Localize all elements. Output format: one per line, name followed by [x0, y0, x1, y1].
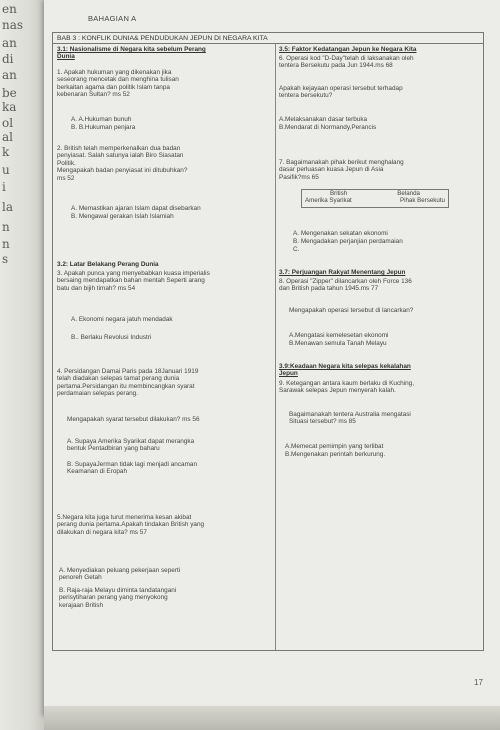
question-5-text: 5.Negara kita juga turut menerima kesan akibat perang dunia pertama.Apakah tindakan British yang dilakukan di negara kita? ms 57 [57, 514, 205, 536]
question-6-text: 6. Operasi kod "D-Day"telah di laksanakan oleh tentera Bersekutu pada Jun 1944.ms 68 [279, 55, 414, 70]
page-number: 17 [474, 678, 483, 687]
question-1-text: 1. Apakah hukuman yang dikenakan jika seseorang mencetak dan menghina tulisan berkaitan agama dan politik Islam tanpa kebenaran Sultan? ms 52 [57, 69, 179, 99]
prev-page-fragment: ol [2, 116, 14, 130]
question-7-option-b: B. Mengadakan perjanjian perdamaian [293, 238, 403, 245]
prev-page-fragment: k [2, 145, 10, 159]
page-bottom-edge [44, 706, 500, 730]
question-frame [52, 32, 484, 651]
question-4-question: Mengapakah syarat tersebut dilakukan? ms 56 [67, 416, 200, 423]
question-9-text: 9. Ketegangan antara kaum berlaku di Kuching, Sarawak selepas Jepun menyerah kalah. [279, 380, 415, 395]
prev-page-fragment: be [2, 86, 17, 100]
question-9-option-b: B.Mengenakan perintah berkurung. [285, 451, 386, 458]
question-8-option-a: A.Mengatasi kemelesetan ekonomi [289, 332, 389, 339]
section-title: BAHAGIAN A [88, 14, 137, 23]
prev-page-fragment: ka [2, 100, 17, 114]
question-6-option-a: A.Melaksanakan dasar terbuka [279, 116, 368, 123]
previous-page-edge [0, 0, 44, 730]
question-1-option-b: B. B.Hukuman penjara [71, 124, 136, 131]
question-2-option-b: B. Mengawal gerakan Islah Islamiah [71, 213, 174, 220]
prev-page-fragment: an [2, 68, 17, 82]
chapter-header: BAB 3 : KONFLIK DUNIA& PENDUDUKAN JEPUN DI NEGARA KITA [53, 33, 483, 44]
question-8-option-b: B.Menawan semula Tanah Melayu [289, 340, 387, 347]
column-divider [275, 44, 276, 650]
question-2-option-a: A. Memastikan ajaran Islam dapat disebarkan [71, 205, 201, 212]
table-cell: Amerika Syarikat [305, 197, 352, 205]
section-3-5-heading: 3.5: Faktor Kedatangan Jepun ke Negara Kita [279, 46, 417, 53]
question-4-option-b: B. SupayaJerman tidak lagi menjadi ancaman Keamanan di Eropah [67, 461, 198, 476]
question-4-option-a: A. Supaya Amerika Syarikat dapat merangka bentuk Pentadbiran yang baharu [67, 438, 195, 453]
question-7-option-c: C. [293, 246, 300, 253]
question-7-text: 7. Bagaimanakah pihak berikut menghalang dasar perluasan kuasa Jepun di Asia Pasifik?ms 65 [279, 159, 404, 181]
prev-page-fragment: i [2, 180, 6, 194]
prev-page-fragment: nas [2, 18, 24, 32]
question-6-option-b: B.Mendarat di Normandy,Perancis [279, 124, 377, 131]
question-8-question: Mengapakah operasi tersebut di lancarkan? [289, 307, 414, 314]
prev-page-fragment: en [2, 2, 17, 16]
question-6-question: Apakah kejayaan operasi tersebut terhadap tentera bersekutu? [279, 85, 403, 100]
prev-page-fragment: la [2, 200, 13, 214]
question-7-option-a: A. Mengenakan sekatan ekonomi [293, 230, 388, 237]
question-4-text: 4. Persidangan Damai Paris pada 18Januari 1919 telah diadakan selepas tamat perang dunia pertama.Persidangan itu membincangkan syarat perdamaian selepas perang. [57, 368, 199, 398]
question-8-text: 8. Operasi "Zipper" dilancarkan oleh Force 136 dan British pada tahun 1945.ms 77 [279, 278, 412, 293]
question-3-option-a: A. Ekonomi negara jatuh mendadak [71, 316, 173, 323]
prev-page-fragment: s [2, 252, 9, 266]
section-3-2-heading: 3.2: Latar Belakang Perang Dunia [57, 261, 159, 268]
allies-table [301, 189, 449, 208]
question-9-question: Bagaimanakah tentera Australia mengatasi Situasi tersebut? ms 85 [289, 411, 411, 426]
table-cell: Pihak Bersekutu [399, 197, 445, 205]
question-3-text: 3. Apakah punca yang menyebabkan kuasa imperialis bersaing mendapatkan bahan mentah Seperti arang batu dan bijih timah? ms 54 [57, 270, 210, 292]
table-header-cell: Belanda [397, 190, 420, 197]
question-9-option-a: A.Memecat pemimpin yang terlibat [285, 443, 384, 450]
table-header-cell: British [330, 190, 348, 197]
question-2-text: 2. British telah memperkenalkan dua badan penyiasat. Salah satunya ialah Biro Siasatan Politik. Mengapakah badan penyiasat ini ditubuhkan? ms 52 [57, 145, 188, 182]
section-3-7-heading: 3.7: Perjuangan Rakyat Menentang Jepun [279, 269, 406, 276]
question-1-option-a: A. A.Hukuman bunuh [71, 116, 132, 123]
prev-page-fragment: an [2, 36, 17, 50]
question-5-option-a: A. Menyediakan peluang pekerjaan seperti penoreh Getah [59, 567, 181, 582]
prev-page-fragment: di [2, 52, 14, 66]
prev-page-fragment: u [2, 163, 10, 177]
prev-page-fragment: n [2, 237, 10, 251]
section-3-1-heading: 3.1: Nasionalisme di Negara kita sebelum Perang Dunia [57, 46, 206, 61]
prev-page-fragment: n [2, 220, 10, 234]
prev-page-fragment: al [2, 130, 13, 144]
question-5-option-b: B. Raja-raja Melayu diminta tandatangani perisytiharan perang yang menyokong kerajaan British [59, 587, 177, 609]
question-3-option-b: B.. Berlaku Revolusi Industri [71, 334, 152, 341]
section-3-9-heading: 3.9:Keadaan Negara kita selepas kekalahan Jepun [279, 363, 411, 378]
